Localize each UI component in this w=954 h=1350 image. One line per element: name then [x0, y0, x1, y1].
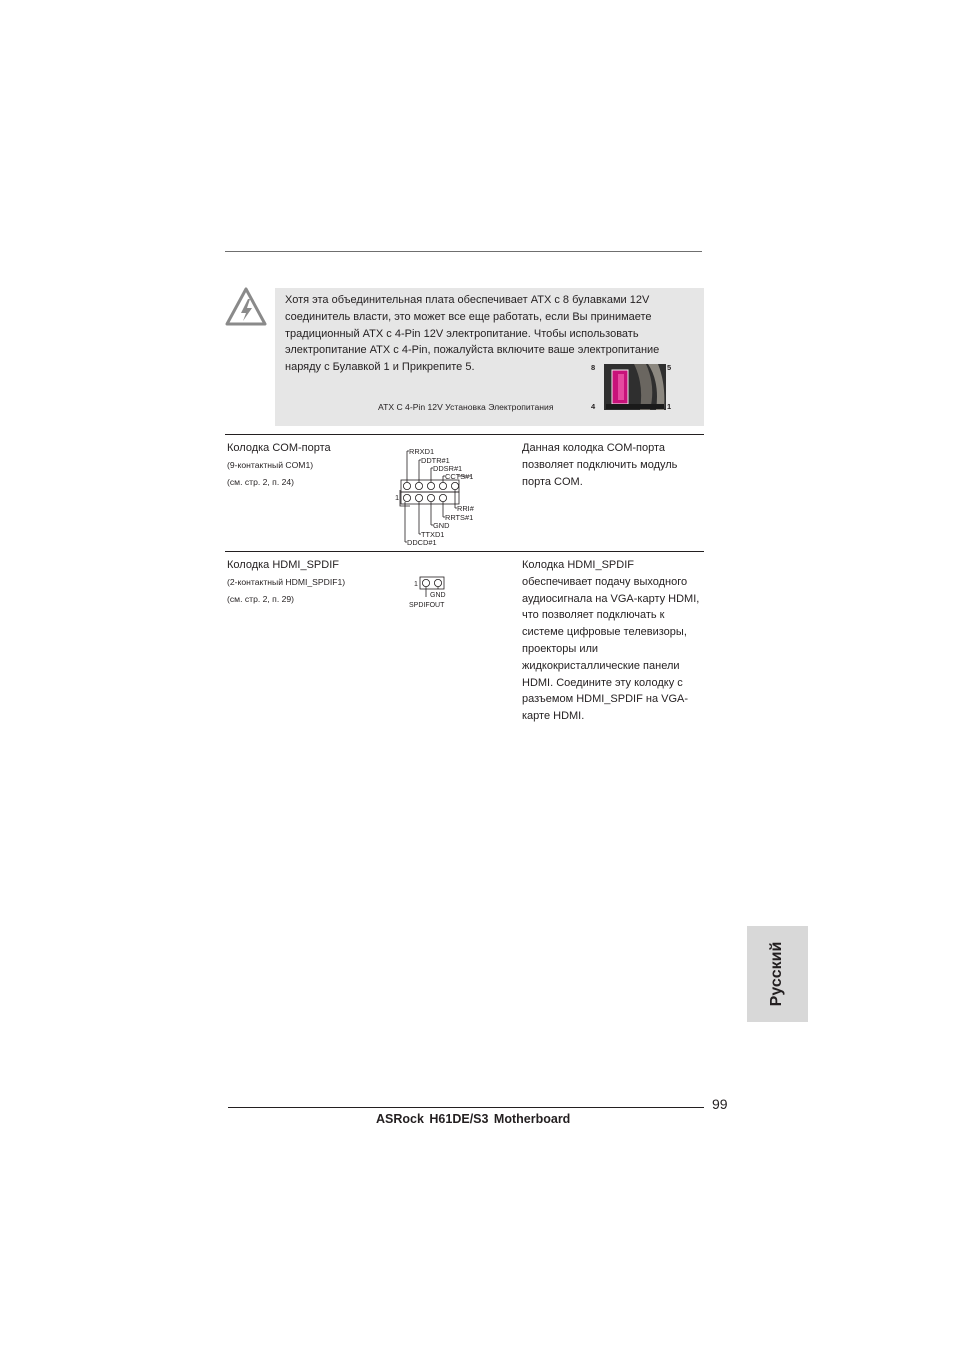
com-ref: (см. стр. 2, п. 24)	[227, 477, 295, 487]
pin-label-8: 8	[591, 363, 596, 372]
hdmi-description: Колодка HDMI_SPDIF обеспечивает подачу выходного аудиосигнала на VGA-карту HDMI, что позволяет подключать к системе цифровые телевизоры, проекторы или жидкокристаллические панели HDMI. Соедините эту колодку с разъемом HDMI_SPDIF на VGA-карте HDMI.	[522, 559, 700, 723]
hdmi-title: Колодка HDMI_SPDIF	[227, 559, 339, 571]
warning-note	[275, 288, 704, 426]
pin-label-4: 4	[591, 402, 596, 411]
top-divider	[225, 251, 702, 252]
pin-label-5: 5	[667, 363, 672, 372]
hdmi-pin-one-label: 1	[414, 581, 418, 588]
com-signal-rrxd1: RRXD1	[409, 447, 435, 456]
com-signal-ttxd1: TTXD1	[421, 530, 445, 539]
hdmi-spdif-pin-diagram	[406, 573, 456, 613]
com-title: Колодка COM-порта	[227, 442, 331, 454]
language-tab	[747, 926, 808, 1022]
atx-connector-photo	[604, 364, 666, 410]
hdmi-subtitle: (2-контактный HDMI_SPDIF1)	[227, 577, 346, 587]
hdmi-section-divider	[225, 551, 704, 552]
language-tab-label: Русский	[768, 941, 785, 1007]
note-text: Хотя эта объединительная плата обеспечивает ATX с 8 булавками 12V соединитель власти, это может все еще работать, если Вы принимаете традиционный ATX с 4-Pin 12V электропитание. Чтобы использовать электропитание ATX с 4-Pin, пожалуйста включите ваше электропитание наряду с Булавкой 1 и Прикрепите 5.	[285, 294, 660, 374]
com-section-divider	[225, 434, 704, 435]
com-signal-ddsr1: DDSR#1	[433, 464, 463, 473]
hdmi-gnd-label: GND	[430, 592, 446, 599]
hdmi-spdifout-label: SPDIFOUT	[409, 602, 445, 609]
com-signal-rri: RRI#	[457, 504, 474, 513]
com-description: Данная колодка COM-порта позволяет подключить модуль порта COM.	[522, 442, 678, 488]
hdmi-ref: (см. стр. 2, п. 29)	[227, 594, 295, 604]
com-signal-gnd: GND	[433, 521, 450, 530]
com-signal-rrts1: RRTS#1	[445, 513, 474, 522]
com-signal-ddtr1: DDTR#1	[421, 456, 450, 465]
com-subtitle: (9-контактный COM1)	[227, 460, 314, 470]
com-signal-ccts1: CCTS#1	[445, 472, 474, 481]
com-signal-ddcd1: DDCD#1	[407, 538, 437, 547]
page-number: 99	[712, 1096, 728, 1112]
warning-icon	[224, 286, 268, 328]
note-caption: ATX C 4-Pin 12V Установка Электропитания	[378, 402, 554, 412]
footer-divider	[228, 1107, 704, 1108]
com-pin-diagram	[392, 444, 482, 548]
pin-label-1: 1	[667, 402, 672, 411]
com-pin-one-label: 1	[395, 493, 400, 502]
footer-product: ASRock H61DE/S3 Motherboard	[376, 1112, 571, 1126]
